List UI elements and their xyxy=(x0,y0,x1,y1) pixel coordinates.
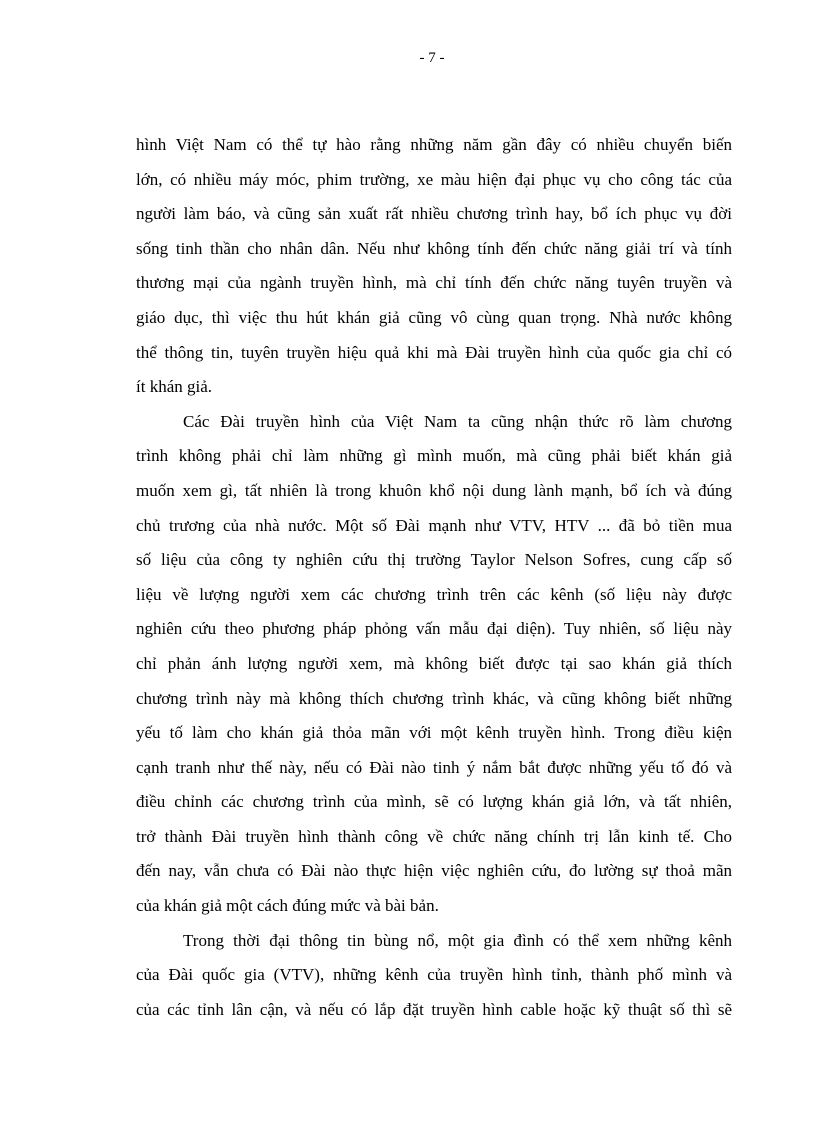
body-text xyxy=(136,128,732,1027)
text-line: đến nay, vẫn chưa có Đài nào thực hiện việc nghiên cứu, đo lường sự thoả mãn xyxy=(136,861,732,881)
text-line: giáo dục, thì việc thu hút khán giả cũng vô cùng quan trọng. Nhà nước không xyxy=(136,307,732,327)
text-line: số liệu của công ty nghiên cứu thị trường Taylor Nelson Sofres, cung cấp số xyxy=(136,550,732,570)
text-line: người làm báo, và cũng sản xuất rất nhiều chương trình hay, bổ ích phục vụ đời xyxy=(136,204,732,224)
text-line: điều chỉnh các chương trình của mình, sẽ có lượng khán giả lớn, và tất nhiên, xyxy=(136,792,732,812)
paragraph-1 xyxy=(136,128,732,405)
paragraph-3 xyxy=(136,924,732,1028)
text-line: chương trình này mà không thích chương trình khác, và cũng không biết những xyxy=(136,688,732,708)
text-line: trình không phải chỉ làm những gì mình muốn, mà cũng phải biết khán giả xyxy=(136,446,732,466)
text-line: nghiên cứu theo phương pháp phỏng vấn mẫu đại diện). Tuy nhiên, số liệu này xyxy=(136,619,732,639)
paragraph-2 xyxy=(136,405,732,924)
text-line: thương mại của ngành truyền hình, mà chỉ tính đến chức năng tuyên truyền và xyxy=(136,273,732,293)
text-line: của Đài quốc gia (VTV), những kênh của truyền hình tỉnh, thành phố mình và xyxy=(136,965,732,985)
text-line: liệu về lượng người xem các chương trình trên các kênh (số liệu này được xyxy=(136,584,732,604)
text-line: chỉ phản ánh lượng người xem, mà không biết được tại sao khán giả thích xyxy=(136,653,732,673)
text-line: lớn, có nhiều máy móc, phim trường, xe màu hiện đại phục vụ cho công tác của xyxy=(136,169,732,189)
text-line: trở thành Đài truyền hình thành công về chức năng chính trị lẫn kinh tế. Cho xyxy=(136,826,732,846)
text-line: của các tỉnh lân cận, và nếu có lắp đặt truyền hình cable hoặc kỹ thuật số thì sẽ xyxy=(136,999,732,1019)
text-line: sống tinh thần cho nhân dân. Nếu như không tính đến chức năng giải trí và tính xyxy=(136,238,732,258)
page-number: - 7 - xyxy=(419,50,445,66)
text-line: Các Đài truyền hình của Việt Nam ta cũng nhận thức rõ làm chương xyxy=(183,411,732,431)
text-line: yếu tố làm cho khán giả thỏa mãn với một kênh truyền hình. Trong điều kiện xyxy=(136,723,732,743)
text-line: của khán giả một cách đúng mức và bài bản. xyxy=(136,896,439,916)
text-line: thể thông tin, tuyên truyền hiệu quả khi mà Đài truyền hình của quốc gia chỉ có xyxy=(136,342,732,362)
text-line: cạnh tranh như thế này, nếu có Đài nào tinh ý nắm bắt được những yếu tố đó và xyxy=(136,757,732,777)
text-line: Trong thời đại thông tin bùng nổ, một gia đình có thể xem những kênh xyxy=(183,930,732,950)
text-line: chủ trương của nhà nước. Một số Đài mạnh như VTV, HTV ... đã bỏ tiền mua xyxy=(136,515,732,535)
text-line: ít khán giả. xyxy=(136,377,213,397)
text-line: hình Việt Nam có thể tự hào rằng những năm gần đây có nhiều chuyển biến xyxy=(136,135,732,154)
text-line: muốn xem gì, tất nhiên là trong khuôn khổ nội dung lành mạnh, bổ ích và đúng xyxy=(136,480,732,500)
